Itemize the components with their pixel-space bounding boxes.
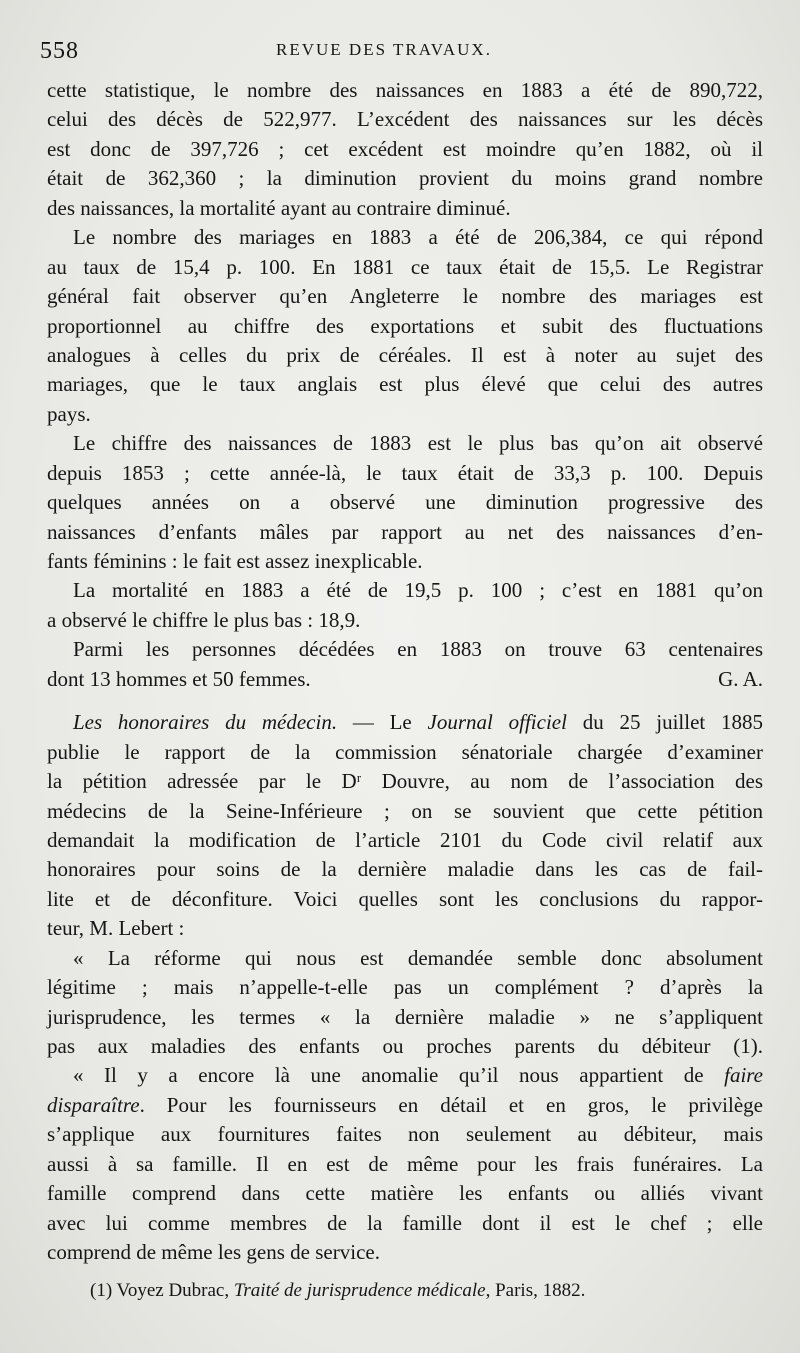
- text-line: publie le rapport de la commission sénatoriale chargée d’examiner: [47, 739, 763, 764]
- footnote-book-title: Traité de jurisprudence médicale: [233, 1280, 486, 1301]
- quotation-paragraph: [47, 944, 763, 1062]
- text-line: dont 13 hommes et 50 femmes.: [47, 666, 311, 691]
- text-line: lite et de déconfiture. Voici quelles sont les conclusions du rappor-: [47, 886, 763, 911]
- footnote: [90, 1280, 730, 1302]
- text-line: celui des décès de 522,977. L’excédent des naissances sur les décès: [47, 107, 763, 132]
- section-doctor-fees: [47, 708, 763, 944]
- text-fragment: — Le: [337, 710, 428, 735]
- text-line: s’applique aux fournitures faites non seulement au débiteur, mais: [47, 1122, 763, 1147]
- text-line: mariages, que le taux anglais est plus élevé que celui des autres: [47, 372, 763, 397]
- text-line: Le nombre des mariages en 1883 a été de 206,384, ce qui répond: [73, 225, 763, 250]
- text-line: était de 362,360 ; la diminution provient du moins grand nombre: [47, 166, 763, 191]
- quotation-paragraph: [47, 1061, 763, 1267]
- text-line: [47, 1091, 763, 1120]
- text-line: « La réforme qui nous est demandée semble donc absolument: [73, 945, 763, 970]
- text-line: médecins de la Seine-Inférieure ; on se souvient que cette pétition: [47, 798, 763, 823]
- text-line: proportionnel au chiffre des exportations et subit des fluctuations: [47, 313, 763, 338]
- text-line: jurisprudence, les termes « la dernière maladie » ne s’appliquent: [47, 1004, 763, 1029]
- text-line: au taux de 15,4 p. 100. En 1881 ce taux était de 15,5. Le Registrar: [47, 254, 763, 279]
- paragraph-births: [47, 429, 763, 576]
- author-signature: G. A.: [718, 666, 763, 691]
- text-line: teur, M. Lebert :: [47, 916, 185, 941]
- text-line: cette statistique, le nombre des naissances en 1883 a été de 890,722,: [47, 78, 763, 102]
- signature-line: [47, 665, 763, 694]
- text-line: honoraires pour soins de la dernière maladie dans les cas de fail-: [47, 857, 763, 882]
- section-gap: [47, 694, 763, 708]
- text-line: demandait la modification de l’article 2101 du Code civil relatif aux: [47, 827, 763, 852]
- text-line: [47, 1061, 763, 1090]
- running-head: REVUE DES TRAVAUX.: [276, 40, 492, 59]
- text-line: naissances d’enfants mâles par rapport au net des naissances d’en-: [47, 519, 763, 544]
- text-line: analogues à celles du prix de céréales. Il est à noter au sujet des: [47, 342, 763, 367]
- text-fragment: du 25 juillet 1885: [566, 710, 763, 735]
- footnote-marker: (1) Voyez Dubrac,: [90, 1280, 234, 1301]
- body-text: [47, 76, 763, 1268]
- text-line: La mortalité en 1883 a été de 19,5 p. 100 ; c’est en 1881 qu’on: [73, 578, 763, 603]
- paragraph-centenarians: [47, 635, 763, 694]
- text-line: a observé le chiffre le plus bas : 18,9.: [47, 607, 361, 632]
- text-line: pas aux maladies des enfants ou proches parents du débiteur (1).: [47, 1034, 763, 1058]
- italic-fragment: faire: [724, 1063, 763, 1088]
- text-line: famille comprend dans cette matière les enfants ou alliés vivant: [47, 1181, 763, 1206]
- text-line: la pétition adressée par le Dʳ Douvre, au nom de l’association des: [47, 769, 763, 794]
- text-line: Le chiffre des naissances de 1883 est le plus bas qu’on ait observé: [73, 431, 763, 456]
- text-line: est donc de 397,726 ; cet excédent est moindre qu’en 1882, où il: [47, 136, 763, 161]
- text-line: général fait observer qu’en Angleterre le nombre des mariages est: [47, 284, 763, 309]
- text-fragment: « Il y a encore là une anomalie qu’il nous appartient de: [73, 1063, 725, 1088]
- paragraph-mortality: [47, 576, 763, 635]
- section-title: Les honoraires du médecin.: [73, 710, 338, 735]
- text-line: des naissances, la mortalité ayant au contraire diminué.: [47, 195, 511, 220]
- text-line: depuis 1853 ; cette année-là, le taux était de 33,3 p. 100. Depuis: [47, 460, 763, 485]
- footnote-rest: , Paris, 1882.: [485, 1280, 586, 1301]
- text-line: légitime ; mais n’appelle-t-elle pas un complément ? d’après la: [47, 975, 763, 1000]
- text-line: fants féminins : le fait est assez inexplicable.: [47, 549, 423, 573]
- text-line: aussi à sa famille. Il en est de même pour les frais funéraires. La: [47, 1151, 763, 1176]
- section-heading-line: [47, 708, 763, 737]
- page-number: 558: [40, 38, 79, 64]
- text-line: Parmi les personnes décédées en 1883 on trouve 63 centenaires: [73, 637, 763, 662]
- text-line: pays.: [47, 401, 91, 426]
- text-line: comprend de même les gens de service.: [47, 1240, 380, 1265]
- italic-fragment: disparaître: [47, 1092, 140, 1117]
- paragraph-marriages: [47, 223, 763, 429]
- paragraph-statistics: [47, 76, 763, 223]
- text-fragment: . Pour les fournisseurs en détail et en gros, le privilège: [139, 1092, 763, 1117]
- text-line: avec lui comme membres de la famille dont il est le chef ; elle: [47, 1210, 763, 1235]
- journal-title: Journal officiel: [427, 710, 567, 735]
- text-line: quelques années on a observé une diminution progressive des: [47, 490, 763, 515]
- page-header: [0, 38, 800, 68]
